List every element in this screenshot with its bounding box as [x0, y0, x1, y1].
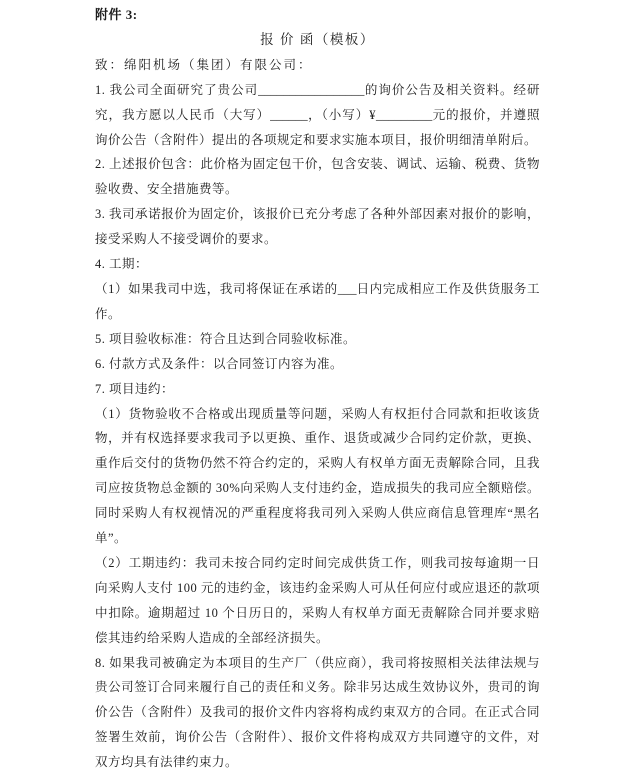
- fill-in-blank: ___: [337, 281, 357, 296]
- paragraph: 3. 我司承诺报价为固定价，该报价已充分考虑了各种外部因素对报价的影响，接受采购人不接受调价的要求。: [95, 207, 540, 247]
- document-body: [95, 78, 540, 775]
- fill-in-blank: ______: [270, 107, 308, 122]
- attachment-label: 附件 3:: [95, 7, 138, 22]
- fill-in-blank: _________________: [258, 82, 365, 97]
- paragraph: 4. 工期：: [95, 257, 149, 272]
- paragraph: 2. 上述报价包含：此价格为固定包干价，包含安装、调试、运输、税费、货物验收费、安全措施费等。: [95, 157, 540, 197]
- paragraph: （2）工期违约：我司未按合同约定时间完成供货工作，则我司按每逾期一日向采购人支付 100 元的违约金，该违约金采购人可从任何应付或应退还的款项中扣除。逾期超过 10 个日历日的，采购人有权单方面无责解除合同并要求赔偿其违约给采购人造成的全部经济损失。: [95, 555, 540, 645]
- paragraph: （1）如果我司中选，我司将保证在承诺的___日内完成相应工作及供货服务工作。: [95, 281, 540, 321]
- paragraph: 8. 如果我司被确定为本项目的生产厂（供应商），我司将按照相关法律法规与贵公司签订合同来履行自己的责任和义务。除非另达成生效协议外，贵司的询价公告（含附件）及我司的报价文件内容将构成约束双方的合同。在正式合同签署生效前，询价公告（含附件）、报价文件将构成双方共同遵守的文件，对双方均具有法律约束力。: [95, 655, 540, 770]
- paragraph: （1）货物验收不合格或出现质量等问题，采购人有权拒付合同款和拒收该货物，并有权选择要求我司予以更换、重作、退货或减少合同约定价款，更换、重作后交付的货物仍然不符合约定的，采购人有权单方面无责解除合同，且我司应按货物总金额的 30%向采购人支付违约金，造成损失的我司应全额赔偿。同时采购人有权视情况的严重程度将我司列入采购人供应商信息管理库“黑名单”。: [95, 406, 540, 546]
- paragraph: 6. 付款方式及条件：以合同签订内容为准。: [95, 356, 344, 371]
- paragraph: 7. 项目违约：: [95, 381, 175, 396]
- document-title: 报 价 函（模板）: [260, 31, 375, 47]
- fill-in-blank: _________: [375, 107, 433, 122]
- salutation-line: 致：绵阳机场（集团）有限公司：: [95, 57, 313, 72]
- paragraph: 1. 我公司全面研究了贵公司_________________的询价公告及相关资料。经研究，我方愿以人民币（大写）______，（小写）¥_________元的报价，并遵照询价公告（含附件）提出的各项规定和要求实施本项目，报价明细清单附后。: [95, 82, 540, 147]
- paragraph: 5. 项目验收标准：符合且达到合同验收标准。: [95, 331, 357, 346]
